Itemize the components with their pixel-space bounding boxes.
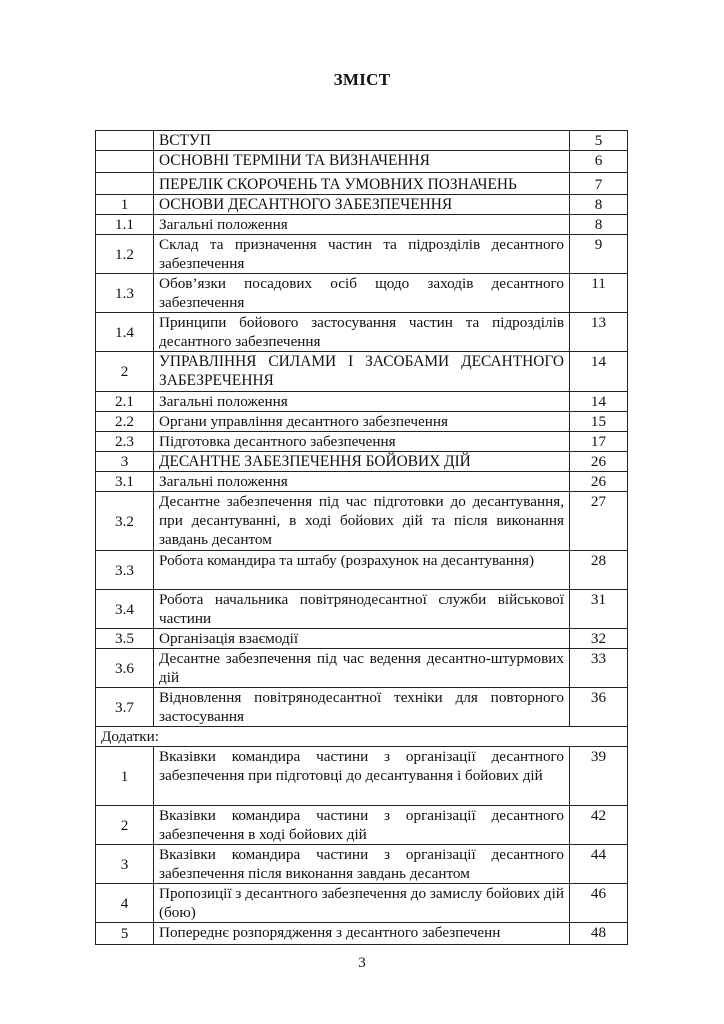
page-ref: 44: [570, 845, 628, 884]
page-ref: 26: [570, 452, 628, 472]
section-title: Робота командира та штабу (розрахунок на десантування): [154, 551, 570, 590]
section-number: 2.2: [96, 412, 154, 432]
page-ref: 8: [570, 215, 628, 235]
toc-row: [96, 432, 628, 452]
section-number: 1: [96, 195, 154, 215]
page-ref: 14: [570, 392, 628, 412]
section-title: ДЕСАНТНЕ ЗАБЕЗПЕЧЕННЯ БОЙОВИХ ДІЙ: [154, 452, 570, 472]
toc-row: [96, 215, 628, 235]
page-ref: 48: [570, 923, 628, 945]
appendix-row: [96, 845, 628, 884]
section-title: Підготовка десантного забезпечення: [154, 432, 570, 452]
section-number: 2: [96, 352, 154, 392]
section-number: 1.1: [96, 215, 154, 235]
toc-row: [96, 195, 628, 215]
section-number: 3: [96, 452, 154, 472]
appendix-header-row: [96, 727, 628, 747]
section-number: 2.1: [96, 392, 154, 412]
section-number: 3.4: [96, 590, 154, 629]
page-ref: 6: [570, 151, 628, 173]
toc-row: [96, 472, 628, 492]
page-ref: 32: [570, 629, 628, 649]
appendix-number: 2: [96, 806, 154, 845]
page-ref: 42: [570, 806, 628, 845]
toc-row: [96, 452, 628, 472]
toc-row: [96, 131, 628, 151]
page-ref: 33: [570, 649, 628, 688]
section-title: ПЕРЕЛІК СКОРОЧЕНЬ ТА УМОВНИХ ПОЗНАЧЕНЬ: [154, 173, 570, 195]
page-ref: 46: [570, 884, 628, 923]
toc-row: [96, 173, 628, 195]
appendix-label: Додатки:: [96, 727, 628, 747]
page-ref: 7: [570, 173, 628, 195]
toc-row: [96, 649, 628, 688]
toc-row: [96, 392, 628, 412]
toc-row: [96, 629, 628, 649]
appendix-number: 1: [96, 747, 154, 806]
page-ref: 39: [570, 747, 628, 806]
section-title: УПРАВЛІННЯ СИЛАМИ І ЗАСОБАМИ ДЕСАНТНОГО ЗАБЕЗРЕЧЕННЯ: [154, 352, 570, 392]
appendix-title: Попереднє розпорядження з десантного забезпеченн: [154, 923, 570, 945]
section-number: 1.4: [96, 313, 154, 352]
page-ref: 9: [570, 235, 628, 274]
section-title: ОСНОВИ ДЕСАНТНОГО ЗАБЕЗПЕЧЕННЯ: [154, 195, 570, 215]
section-number: [96, 151, 154, 173]
toc-row: [96, 688, 628, 727]
section-title: Загальні положення: [154, 215, 570, 235]
toc-row: [96, 551, 628, 590]
appendix-number: 4: [96, 884, 154, 923]
section-title: ВСТУП: [154, 131, 570, 151]
section-number: 3.6: [96, 649, 154, 688]
page-ref: 26: [570, 472, 628, 492]
section-title: Робота начальника повітрянодесантної служби військової частини: [154, 590, 570, 629]
section-number: [96, 131, 154, 151]
page-ref: 8: [570, 195, 628, 215]
section-number: 1.3: [96, 274, 154, 313]
section-title: Загальні положення: [154, 392, 570, 412]
page-ref: 11: [570, 274, 628, 313]
appendix-title: Вказівки командира частини з організації десантного забезпечення при підготовці до десантування і бойових дій: [154, 747, 570, 806]
appendix-row: [96, 806, 628, 845]
toc-row: [96, 352, 628, 392]
toc-row: [96, 313, 628, 352]
page-ref: 5: [570, 131, 628, 151]
appendix-title: Вказівки командира частини з організації десантного забезпечення після виконання завдань десантом: [154, 845, 570, 884]
section-title: Десантне забезпечення під час ведення десантно-штурмових дій: [154, 649, 570, 688]
section-title: Органи управління десантного забезпечення: [154, 412, 570, 432]
section-number: 3.5: [96, 629, 154, 649]
page-ref: 27: [570, 492, 628, 551]
appendix-number: 5: [96, 923, 154, 945]
page-ref: 15: [570, 412, 628, 432]
appendix-row: [96, 747, 628, 806]
page-ref: 28: [570, 551, 628, 590]
section-title: Принципи бойового застосування частин та підрозділів десантного забезпечення: [154, 313, 570, 352]
page-ref: 17: [570, 432, 628, 452]
table-of-contents: [95, 130, 628, 945]
page-ref: 13: [570, 313, 628, 352]
section-title: Відновлення повітрянодесантної техніки для повторного застосування: [154, 688, 570, 727]
toc-row: [96, 235, 628, 274]
page-number: 3: [358, 955, 366, 971]
section-number: 2.3: [96, 432, 154, 452]
appendix-number: 3: [96, 845, 154, 884]
toc-row: [96, 412, 628, 432]
section-number: [96, 173, 154, 195]
page-ref: 14: [570, 352, 628, 392]
section-title: Загальні положення: [154, 472, 570, 492]
section-title: ОСНОВНІ ТЕРМІНИ ТА ВИЗНАЧЕННЯ: [154, 151, 570, 173]
appendix-title: Пропозиції з десантного забезпечення до замислу бойових дій (бою): [154, 884, 570, 923]
section-number: 3.1: [96, 472, 154, 492]
page-title: ЗМІСТ: [333, 70, 391, 89]
appendix-row: [96, 884, 628, 923]
page-ref: 36: [570, 688, 628, 727]
toc-row: [96, 151, 628, 173]
section-title: Десантне забезпечення під час підготовки до десантування, при десантуванні, в ході бойових дій та після виконання завдань десантом: [154, 492, 570, 551]
page-ref: 31: [570, 590, 628, 629]
section-title: Обов’язки посадових осіб щодо заходів десантного забезпечення: [154, 274, 570, 313]
section-number: 3.3: [96, 551, 154, 590]
toc-row: [96, 492, 628, 551]
appendix-row: [96, 923, 628, 945]
toc-row: [96, 274, 628, 313]
section-number: 3.2: [96, 492, 154, 551]
section-number: 1.2: [96, 235, 154, 274]
toc-row: [96, 590, 628, 629]
section-title: Склад та призначення частин та підрозділів десантного забезпечення: [154, 235, 570, 274]
section-number: 3.7: [96, 688, 154, 727]
appendix-title: Вказівки командира частини з організації десантного забезпечення в ході бойових дій: [154, 806, 570, 845]
section-title: Організація взаємодії: [154, 629, 570, 649]
